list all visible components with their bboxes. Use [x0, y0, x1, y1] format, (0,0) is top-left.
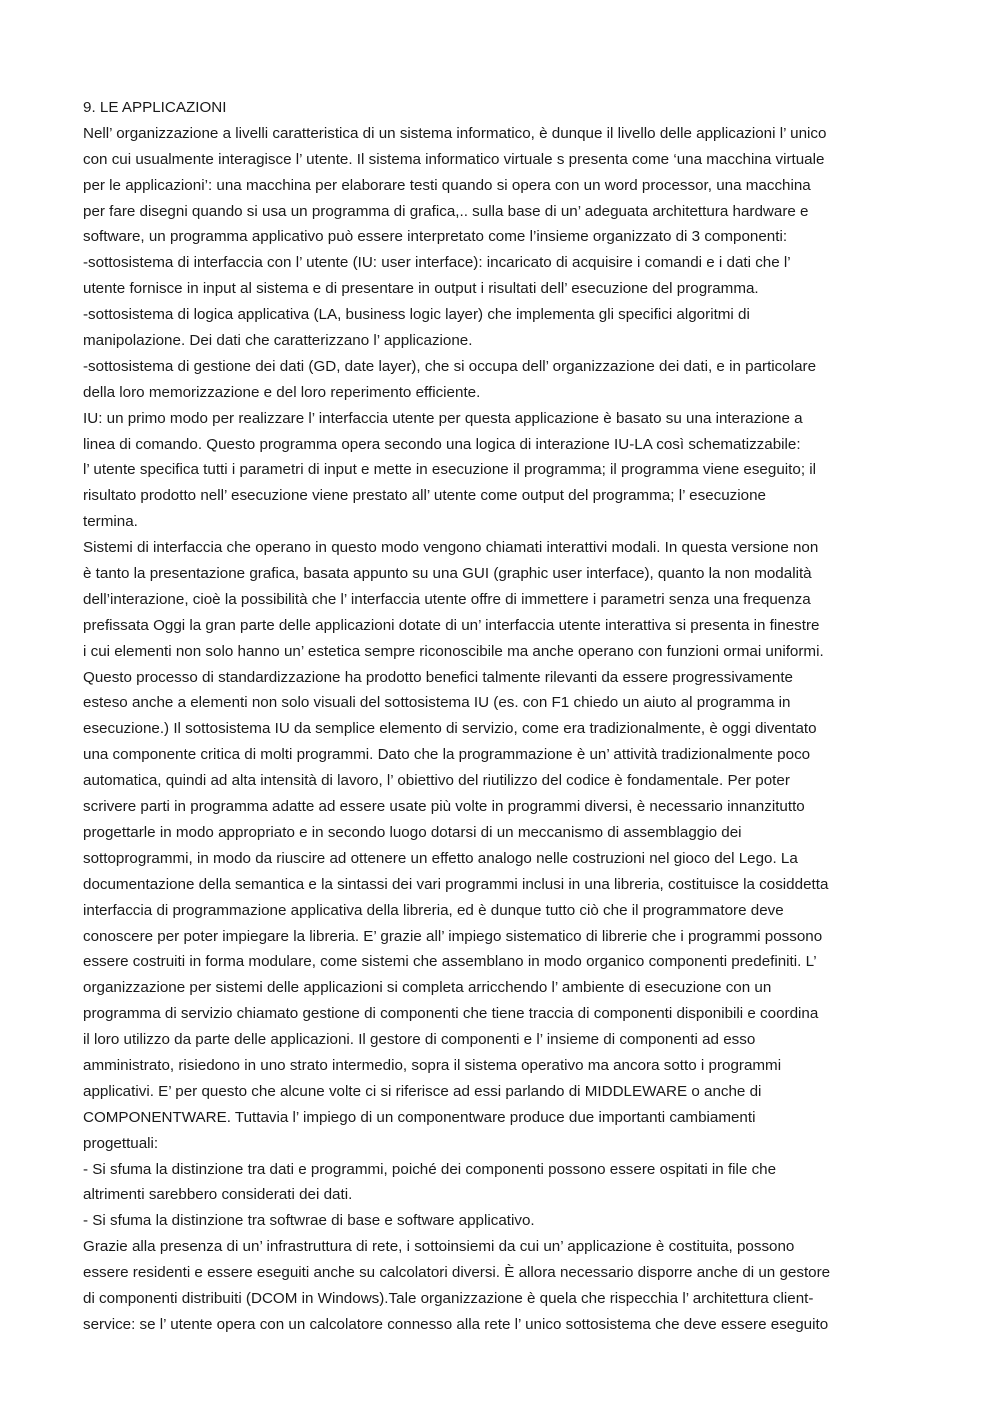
text-line: -sottosistema di logica applicativa (LA, business logic layer) che implementa gli specifici algoritmi di	[83, 306, 750, 324]
text-line: sottoprogrammi, in modo da riuscire ad ottenere un effetto analogo nelle costruzioni nel gioco del Lego. La	[83, 849, 798, 867]
text-line: per fare disegni quando si usa un programma di grafica,.. sulla base di un’ adeguata architettura hardware e	[83, 202, 809, 220]
text-line: della loro memorizzazione e del loro reperimento efficiente.	[83, 383, 481, 401]
text-line: una componente critica di molti programmi. Dato che la programmazione è un’ attività tradizionalmente poco	[83, 746, 811, 764]
text-line: -sottosistema di gestione dei dati (GD, date layer), che si occupa dell’ organizzazione dei dati, e in particolare	[83, 357, 817, 375]
text-line: programma di servizio chiamato gestione di componenti che tiene traccia di componenti disponibili e coordina	[83, 1005, 819, 1023]
text-line: documentazione della semantica e la sintassi dei vari programmi inclusi in una libreria, costituisce la cosiddetta	[83, 875, 829, 893]
text-line: Grazie alla presenza di un’ infrastruttura di rete, i sottoinsiemi da cui un’ applicazione è costituita, possono	[83, 1238, 795, 1256]
text-line: risultato prodotto nell’ esecuzione viene prestato all’ utente come output del programma; l’ esecuzione	[83, 487, 766, 505]
text-line: Questo processo di standardizzazione ha prodotto benefici talmente rilevanti da essere progressivamente	[83, 668, 793, 686]
section-heading: 9. LE APPLICAZIONI	[83, 99, 227, 116]
text-line: esteso anche a elementi non solo visuali del sottosistema IU (es. con F1 chiedo un aiuto al programma in	[83, 694, 791, 712]
text-line: per le applicazioni’: una macchina per elaborare testi quando si opera con un word processor, una macchina	[83, 176, 811, 194]
text-line: essere residenti e essere eseguiti anche su calcolatori diversi. È allora necessario disporre anche di un gestore	[83, 1264, 831, 1282]
text-line: interfaccia di programmazione applicativa della libreria, ed è dunque tutto ciò che il programmatore deve	[83, 901, 784, 919]
text-line: applicativi. E’ per questo che alcune volte ci si riferisce ad essi parlando di MIDDLEWARE o anche di	[83, 1082, 762, 1100]
text-line: Nell’ organizzazione a livelli caratteristica di un sistema informatico, è dunque il livello delle applicazioni l’ unico	[83, 124, 827, 142]
text-line: l’ utente specifica tutti i parametri di input e mette in esecuzione il programma; il programma viene eseguito; il	[83, 461, 817, 479]
text-line: -sottosistema di interfaccia con l’ utente (IU: user interface): incaricato di acquisire i comandi e i dati che l’	[83, 254, 791, 272]
text-line: scrivere parti in programma adatte ad essere usate più volte in programmi diversi, è necessario innanzitutto	[83, 798, 805, 816]
text-line: essere costruiti in forma modulare, come sistemi che assemblano in modo organico componenti predefiniti. L’	[83, 953, 817, 971]
document-page	[83, 95, 913, 1338]
text-line: prefissata Oggi la gran parte delle applicazioni dotate di un’ interfaccia utente interattiva si presenta in finestre	[83, 616, 820, 634]
text-line: organizzazione per sistemi delle applicazioni si completa arricchendo l’ ambiente di esecuzione con un	[83, 979, 772, 997]
text-line: progettarle in modo appropriato e in secondo luogo dotarsi di un meccanismo di assemblaggio dei	[83, 823, 742, 841]
text-line: manipolazione. Dei dati che caratterizzano l’ applicazione.	[83, 332, 473, 350]
text-line: COMPONENTWARE. Tuttavia l’ impiego di un componentware produce due importanti cambiamenti	[83, 1108, 756, 1126]
text-line: IU: un primo modo per realizzare l’ interfaccia utente per questa applicazione è basato su una interazione a	[83, 409, 803, 427]
text-line: utente fornisce in input al sistema e di presentare in output i risultati dell’ esecuzione del programma.	[83, 280, 759, 298]
text-line: linea di comando. Questo programma opera secondo una logica di interazione IU-LA così schematizzabile:	[83, 435, 801, 453]
text-line: progettuali:	[83, 1134, 159, 1152]
text-line: amministrato, risiedono in uno strato intermedio, sopra il sistema operativo ma ancora sotto i programmi	[83, 1056, 782, 1074]
text-line: il loro utilizzo da parte delle applicazioni. Il gestore di componenti e l’ insieme di componenti ad esso	[83, 1031, 756, 1049]
text-line: i cui elementi non solo hanno un’ estetica sempre riconoscibile ma anche operano con funzioni ormai uniformi.	[83, 642, 824, 660]
text-line: altrimenti sarebbero considerati dei dati.	[83, 1186, 353, 1204]
text-line: di componenti distribuiti (DCOM in Windows).Tale organizzazione è quela che rispecchia l’ architettura client-	[83, 1289, 814, 1307]
text-line: - Si sfuma la distinzione tra dati e programmi, poiché dei componenti possono essere ospitati in file che	[83, 1160, 777, 1178]
text-line: automatica, quindi ad alta intensità di lavoro, l’ obiettivo del riutilizzo del codice è fondamentale. Per poter	[83, 772, 790, 790]
text-line: software, un programma applicativo può essere interpretato come l’insieme organizzato di 3 componenti:	[83, 228, 788, 246]
text-line: è tanto la presentazione grafica, basata appunto su una GUI (graphic user interface), quanto la non modalità	[83, 565, 812, 583]
text-line: termina.	[83, 513, 138, 531]
text-line: service: se l’ utente opera con un calcolatore connesso alla rete l’ unico sottosistema che deve essere eseguito	[83, 1315, 829, 1333]
text-line: - Si sfuma la distinzione tra softwrae di base e software applicativo.	[83, 1212, 535, 1230]
text-line: conoscere per poter impiegare la libreria. E’ grazie all’ impiego sistematico di librerie che i programmi possono	[83, 927, 823, 945]
text-line: dell’interazione, cioè la possibilità che l’ interfaccia utente offre di immettere i parametri senza una frequenza	[83, 590, 811, 608]
text-line: Sistemi di interfaccia che operano in questo modo vengono chiamati interattivi modali. In questa versione non	[83, 539, 819, 557]
text-line: con cui usualmente interagisce l’ utente. Il sistema informatico virtuale s presenta come ‘una macchina virtuale	[83, 150, 825, 168]
text-line: esecuzione.) Il sottosistema IU da semplice elemento di servizio, come era tradizionalmente, è oggi diventato	[83, 720, 817, 738]
